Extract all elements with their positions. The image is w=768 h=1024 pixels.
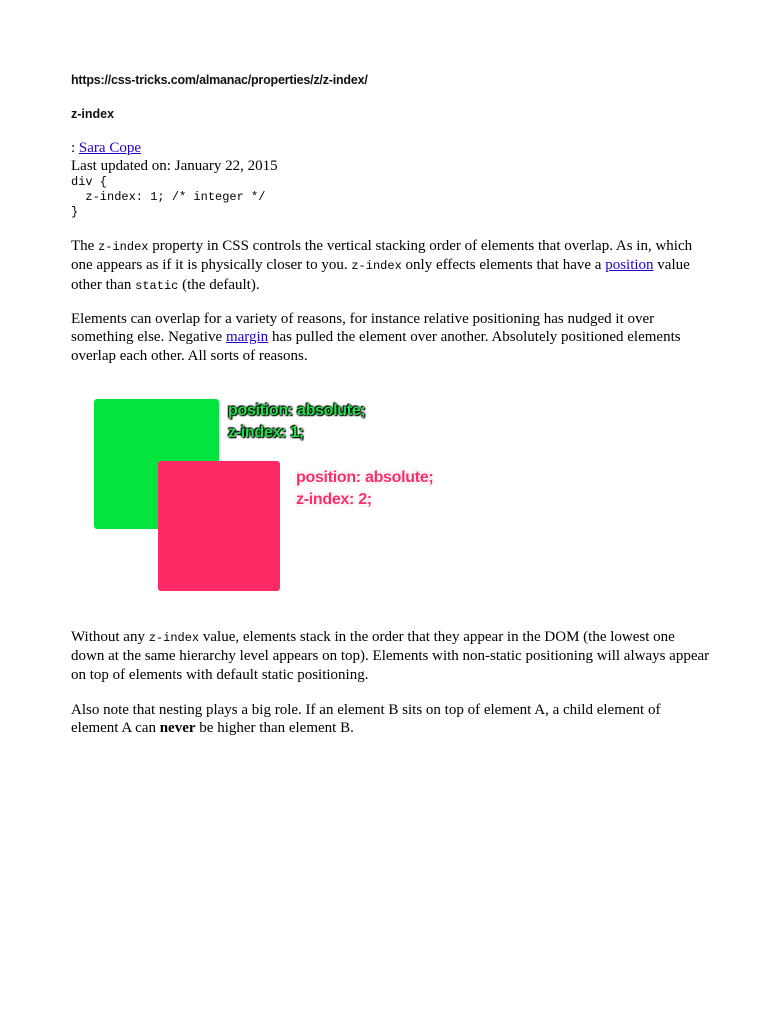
inline-code: z-index — [148, 631, 200, 645]
inline-code: z-index — [351, 259, 402, 274]
paragraph-nesting: Also note that nesting plays a big role. If an element B sits on top of element A, a child element of element A can never be higher than element B. — [71, 702, 661, 737]
last-updated: Last updated on: January 22, 2015 — [71, 158, 278, 174]
z-index-illustration — [90, 395, 470, 595]
inline-code: static — [135, 278, 179, 293]
author-link[interactable]: Sara Cope — [78, 140, 141, 156]
author-prefix: : — [71, 140, 79, 156]
inline-code: z-index — [98, 240, 149, 254]
margin-link[interactable]: margin — [225, 329, 269, 346]
paragraph-dom-order: Without any z-index value, elements stack in the order that they appear in the DOM (the lowest one down at the same hierarchy level appears on top). Elements with non-static positioning will always appear on top of elements with default static positioning. — [71, 629, 710, 683]
green-box-label: position: absolute; z-index: 1; — [228, 402, 366, 441]
code-example: div { z-index: 1; /* integer */ } — [71, 175, 266, 219]
position-link[interactable]: position — [605, 257, 654, 274]
pink-box — [158, 461, 280, 591]
paragraph-overlap: Elements can overlap for a variety of reasons, for instance relative positioning has nudged it over something else. Negative margin has pulled the element over another. Absolutely positioned elements overlap each other. All sorts of reasons. — [71, 311, 681, 364]
emphasis-never: never — [159, 720, 196, 737]
pink-box-label: position: absolute; z-index: 2; — [296, 469, 434, 508]
paragraph-intro: The z-index property in CSS controls the vertical stacking order of elements that overlap. As in, which one appears as if it is physically closer to you. z-index only effects elements that have a position value other than static (the default). — [71, 238, 693, 293]
page-url: https://css-tricks.com/almanac/properties/z/z-index/ — [71, 73, 368, 87]
page-title: z-index — [71, 107, 115, 121]
author-line — [71, 139, 141, 157]
